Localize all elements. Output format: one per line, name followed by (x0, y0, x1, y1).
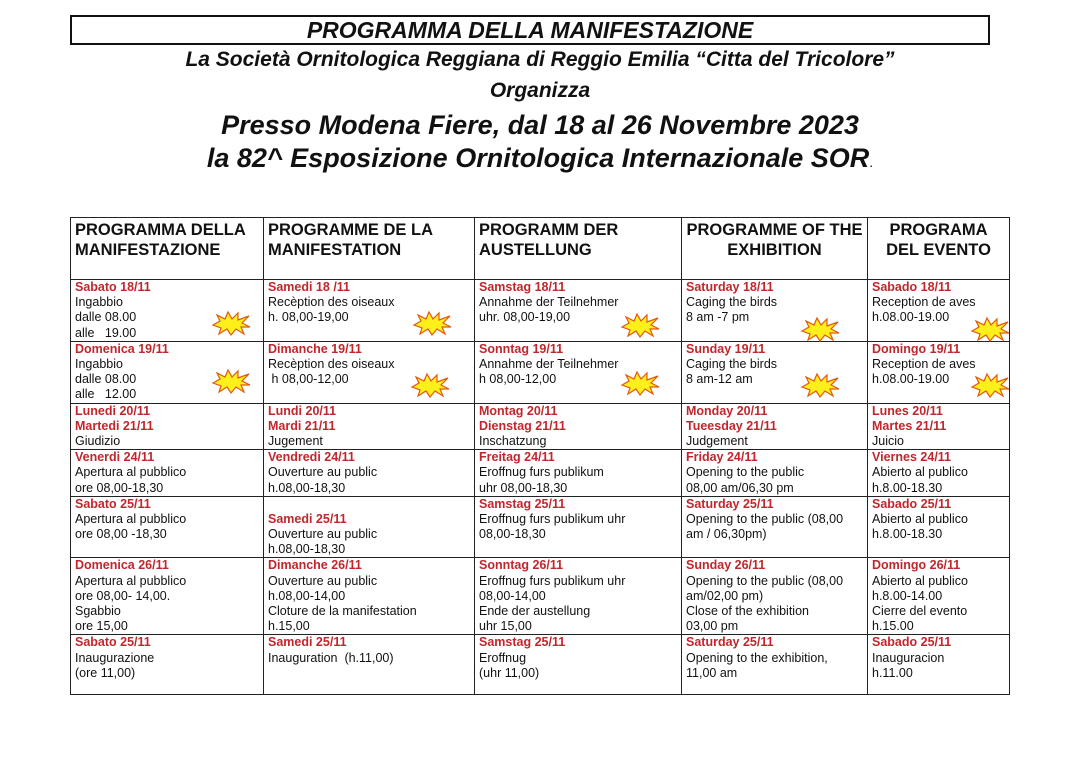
day-label: Saturday 25/11 (686, 496, 774, 511)
cell-german (475, 280, 682, 342)
event-detail: Inauguration (h.11,00) (268, 650, 394, 665)
program-table (70, 217, 1010, 695)
day-label: Sunday 26/11 (686, 558, 766, 573)
event-detail: Opening to the public (08,00 (686, 512, 844, 527)
day-label: Samedi 25/11 (268, 511, 347, 526)
cell-italian (71, 450, 264, 497)
cell-french (264, 496, 475, 558)
day-label: Samstag 25/11 (479, 635, 566, 650)
table-row (71, 558, 1010, 635)
starburst-icon (800, 372, 840, 398)
table-row (71, 450, 1010, 497)
event-detail: Abierto al publico (872, 465, 968, 480)
event-detail: Recèption des oiseaux (268, 357, 395, 372)
cell-italian (71, 558, 264, 635)
event-detail: h 08,00-12,00 (479, 372, 557, 387)
cell-spanish (868, 635, 1010, 695)
event-detail: dalle 08.00 (75, 372, 137, 387)
cell-italian (71, 280, 264, 342)
cell-spanish (868, 341, 1010, 403)
event-detail: h.08,00-18,30 (268, 480, 346, 495)
event-detail: h.15.00 (872, 619, 914, 634)
event-detail: am / 06,30pm) (686, 527, 767, 542)
cell-german (475, 450, 682, 497)
cell-italian (71, 496, 264, 558)
event-detail: ore 15,00 (75, 619, 128, 634)
table-row (71, 635, 1010, 695)
event-detail: 08,00 am/06,30 pm (686, 480, 794, 495)
cell-italian (71, 341, 264, 403)
exhibition-name-line (0, 143, 1080, 174)
cell-german (475, 635, 682, 695)
day-label: Sabado 25/11 (872, 496, 952, 511)
day-label: Samedi 18 /11 (268, 280, 351, 294)
event-detail: h.8.00-18.30 (872, 527, 943, 542)
event-detail: Reception de aves (872, 357, 976, 372)
cell-french (264, 558, 475, 635)
event-detail: Ingabbio (75, 357, 123, 372)
day-label: Sonntag 26/11 (479, 558, 564, 573)
event-detail: Inaugurazione (75, 650, 155, 665)
cell-english (682, 341, 868, 403)
day-label-second: Dienstag 21/11 (479, 418, 566, 433)
cell-french (264, 341, 475, 403)
event-detail: 11,00 am (686, 665, 738, 680)
event-detail: h.8.00-14.00 (872, 588, 943, 603)
program-title: PROGRAMMA DELLA MANIFESTAZIONE (306, 17, 754, 43)
event-detail: Sgabbio (75, 604, 121, 619)
day-label: Sabado 18/11 (872, 280, 952, 294)
event-detail: ore 08,00 -18,30 (75, 527, 167, 542)
event-detail: alle 19.00 (75, 325, 137, 340)
event-detail: Annahme der Teilnehmer (479, 357, 619, 372)
day-label: Venerdi 24/11 (75, 450, 155, 465)
day-label: Montag 20/11 (479, 403, 558, 418)
organizza-line: Organizza (489, 79, 591, 102)
cell-german (475, 558, 682, 635)
event-detail: Cloture de la manifestation (268, 604, 417, 619)
event-detail: Giudizio (75, 434, 121, 449)
column-header-spanish: PROGRAMA DEL EVENTO (868, 218, 1010, 280)
day-label-second: Mardi 21/11 (268, 418, 336, 433)
cell-german (475, 403, 682, 450)
day-label: Domingo 19/11 (872, 341, 961, 356)
table-row (71, 496, 1010, 558)
table-header-row (71, 218, 1010, 280)
event-detail: Abierto al publico (872, 512, 968, 527)
event-detail: Close of the exhibition (686, 604, 809, 619)
starburst-icon (970, 372, 1010, 398)
event-detail: h.8.00-18.30 (872, 480, 943, 495)
event-detail: Ouverture au public (268, 573, 378, 588)
event-detail: Opening to the public (08,00 (686, 573, 844, 588)
day-label-second: Martes 21/11 (872, 418, 947, 433)
event-detail: uhr 15,00 (479, 619, 532, 634)
cell-spanish (868, 496, 1010, 558)
cell-spanish (868, 403, 1010, 450)
day-label: Freitag 24/11 (479, 450, 555, 465)
event-detail: 8 am-12 am (686, 372, 753, 387)
cell-english (682, 403, 868, 450)
day-label: Sonntag 19/11 (479, 341, 564, 356)
day-label: Sabato 25/11 (75, 496, 151, 511)
event-detail: Inauguracion (872, 650, 945, 665)
exhibition-name-period: . (869, 154, 874, 170)
event-detail: uhr 08,00-18,30 (479, 480, 568, 495)
cell-spanish (868, 450, 1010, 497)
day-label: Domenica 19/11 (75, 341, 169, 356)
cell-english (682, 635, 868, 695)
day-label: Viernes 24/11 (872, 450, 952, 465)
day-label: Sabato 18/11 (75, 280, 151, 294)
event-detail: Apertura al pubblico (75, 512, 187, 527)
event-detail: Judgement (686, 434, 748, 449)
event-detail: h.08,00-14,00 (268, 588, 346, 603)
event-detail: h.08,00-18,30 (268, 542, 346, 557)
cell-french (264, 450, 475, 497)
cell-german (475, 496, 682, 558)
event-detail: h.08.00-19.00 (872, 310, 950, 325)
starburst-icon (620, 312, 660, 338)
event-detail: am/02,00 pm) (686, 588, 764, 603)
event-detail: Recèption des oiseaux (268, 295, 395, 310)
cell-french (264, 403, 475, 450)
organizer-line: La Società Ornitologica Reggiana di Reggio Emilia “Citta del Tricolore” (185, 48, 895, 71)
day-label: Domingo 26/11 (872, 558, 961, 573)
starburst-icon (211, 310, 251, 336)
cell-spanish (868, 558, 1010, 635)
exhibition-name: la 82^ Esposizione Ornitologica Internazionale SOR (206, 143, 870, 173)
event-detail: Ouverture au public (268, 465, 378, 480)
cell-italian (71, 635, 264, 695)
cell-english (682, 450, 868, 497)
event-detail: 08,00-18,30 (479, 527, 546, 542)
event-detail: dalle 08.00 (75, 310, 137, 325)
event-detail: Opening to the public (686, 465, 805, 480)
day-label: Monday 20/11 (686, 403, 768, 418)
day-label-second: Martedi 21/11 (75, 418, 154, 433)
event-detail: Cierre del evento (872, 604, 968, 619)
event-detail: Abierto al publico (872, 573, 968, 588)
venue-dates-line: Presso Modena Fiere, dal 18 al 26 Novembre 2023 (221, 110, 859, 140)
event-detail: Eroffnug furs publikum uhr (479, 512, 626, 527)
cell-spanish (868, 280, 1010, 342)
day-label: Samstag 18/11 (479, 280, 566, 294)
event-detail: 8 am -7 pm (686, 310, 750, 325)
event-detail: (uhr 11,00) (479, 665, 540, 680)
table-row (71, 341, 1010, 403)
cell-english (682, 558, 868, 635)
day-label: Saturday 18/11 (686, 280, 774, 294)
day-label: Domenica 26/11 (75, 558, 169, 573)
event-detail: Jugement (268, 434, 323, 449)
event-detail: uhr. 08,00-19,00 (479, 310, 571, 325)
event-detail: ore 08,00- 14,00. (75, 588, 171, 603)
day-label-second: Tueesday 21/11 (686, 418, 777, 433)
day-label: Sunday 19/11 (686, 341, 766, 356)
cell-english (682, 280, 868, 342)
event-detail: (ore 11,00) (75, 665, 136, 680)
column-header-french: PROGRAMME DE LA MANIFESTATION (264, 218, 475, 280)
day-label: Friday 24/11 (686, 450, 758, 465)
day-label: Sabado 25/11 (872, 635, 952, 650)
event-detail: h.08.00-19.00 (872, 372, 950, 387)
day-label: Sabato 25/11 (75, 635, 151, 650)
column-header-italian: PROGRAMMA DELLA MANIFESTAZIONE (71, 218, 264, 280)
starburst-icon (410, 372, 450, 398)
day-label: Vendredi 24/11 (268, 450, 355, 465)
cell-german (475, 341, 682, 403)
event-detail: Ouverture au public (268, 527, 378, 542)
program-title-box (70, 15, 990, 45)
event-detail: ore 08,00-18,30 (75, 480, 164, 495)
table-row (71, 280, 1010, 342)
day-label: Lunedi 20/11 (75, 403, 151, 418)
event-detail: alle 12.00 (75, 387, 137, 402)
table-row (71, 403, 1010, 450)
event-detail: Apertura al pubblico (75, 573, 187, 588)
event-detail: Caging the birds (686, 295, 778, 310)
event-detail: Eroffnug (479, 650, 527, 665)
column-header-english: PROGRAMME OF THE EXHIBITION (682, 218, 868, 280)
starburst-icon (620, 370, 660, 396)
cell-french (264, 635, 475, 695)
event-detail: Annahme der Teilnehmer (479, 295, 619, 310)
day-label: Samstag 25/11 (479, 496, 566, 511)
event-detail: Eroffnug furs publikum uhr (479, 573, 626, 588)
cell-italian (71, 403, 264, 450)
event-detail: h.11.00 (872, 665, 913, 680)
event-detail: Ingabbio (75, 295, 123, 310)
event-detail: h.15,00 (268, 619, 310, 634)
starburst-icon (970, 316, 1010, 342)
event-detail: Opening to the exhibition, (686, 650, 828, 665)
cell-english (682, 496, 868, 558)
event-detail: Caging the birds (686, 357, 778, 372)
event-detail: Apertura al pubblico (75, 465, 187, 480)
column-header-german: PROGRAMM DER AUSTELLUNG (475, 218, 682, 280)
day-label: Dimanche 19/11 (268, 341, 362, 356)
event-detail: 08,00-14,00 (479, 588, 546, 603)
event-detail: h. 08,00-19,00 (268, 310, 349, 325)
event-detail: Juicio (872, 434, 904, 449)
day-label: Lundi 20/11 (268, 403, 337, 418)
starburst-icon (412, 310, 452, 336)
event-detail: h 08,00-12,00 (268, 372, 349, 387)
day-label: Saturday 25/11 (686, 635, 774, 650)
event-detail: Ende der austellung (479, 604, 591, 619)
event-detail: 03,00 pm (686, 619, 739, 634)
event-detail: Reception de aves (872, 295, 976, 310)
starburst-icon (211, 368, 251, 394)
day-label: Samedi 25/11 (268, 635, 347, 650)
day-label: Lunes 20/11 (872, 403, 943, 418)
event-detail: Eroffnug furs publikum (479, 465, 604, 480)
day-label: Dimanche 26/11 (268, 558, 362, 573)
cell-french (264, 280, 475, 342)
starburst-icon (800, 316, 840, 342)
event-detail: Inschatzung (479, 434, 547, 449)
